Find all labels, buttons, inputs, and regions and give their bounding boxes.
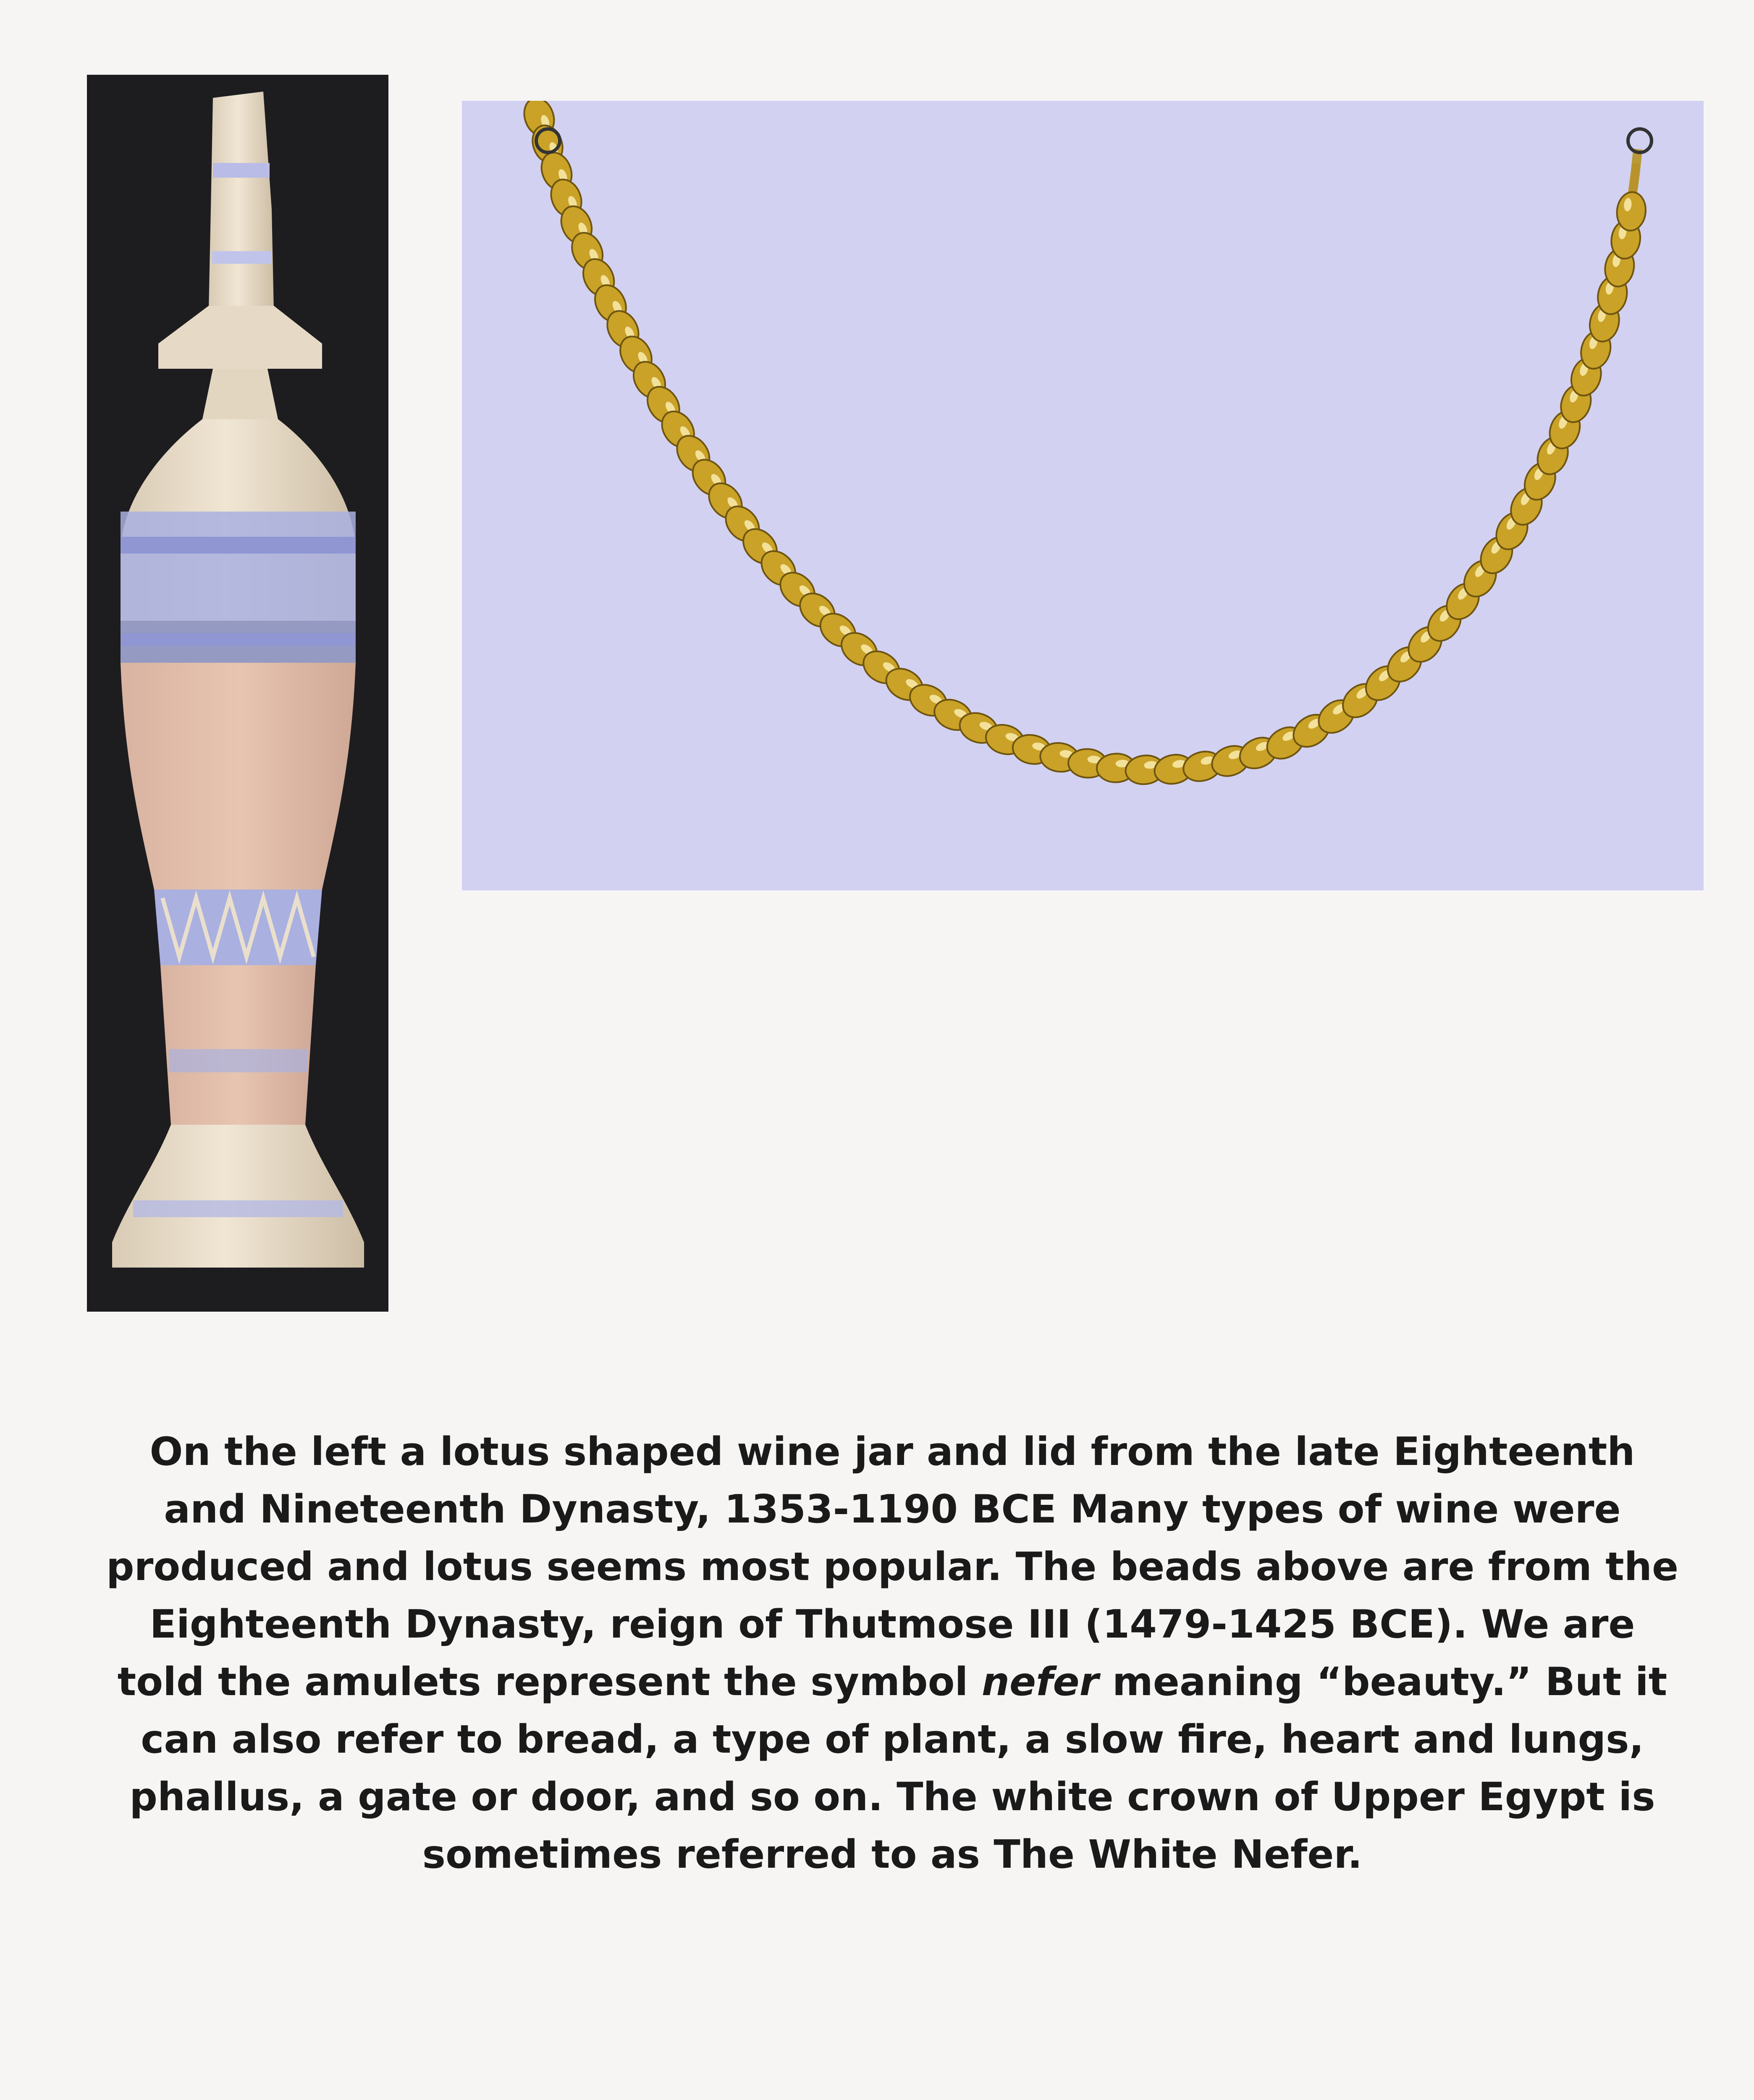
caption-part-1: On the left a lotus shaped wine jar and lid from the late Eighteenth and Nineteenth Dynasty, 1353-1190 BCE Many types of wine were produced and lotus seems most popular. The beads above are from the Eighteenth Dynasty, reign of Thutmose III (1479-1425 BCE). We are told the amulets represent the symbol: [106, 1429, 1679, 1704]
caption-part-2: meaning “beauty.” But it can also refer to bread, a type of plant, a slow fire, heart and lungs, phallus, a gate or door, and so on. The white crown of Upper Egypt is sometimes referred to as The White Nefer.: [129, 1659, 1667, 1877]
caption-emphasis: nefer: [981, 1659, 1099, 1704]
caption-text: [105, 1423, 1680, 1883]
wine-jar-photo: [87, 75, 388, 1312]
gold-pendant-bead: [1615, 162, 1650, 232]
necklace-photo: [462, 101, 1704, 890]
